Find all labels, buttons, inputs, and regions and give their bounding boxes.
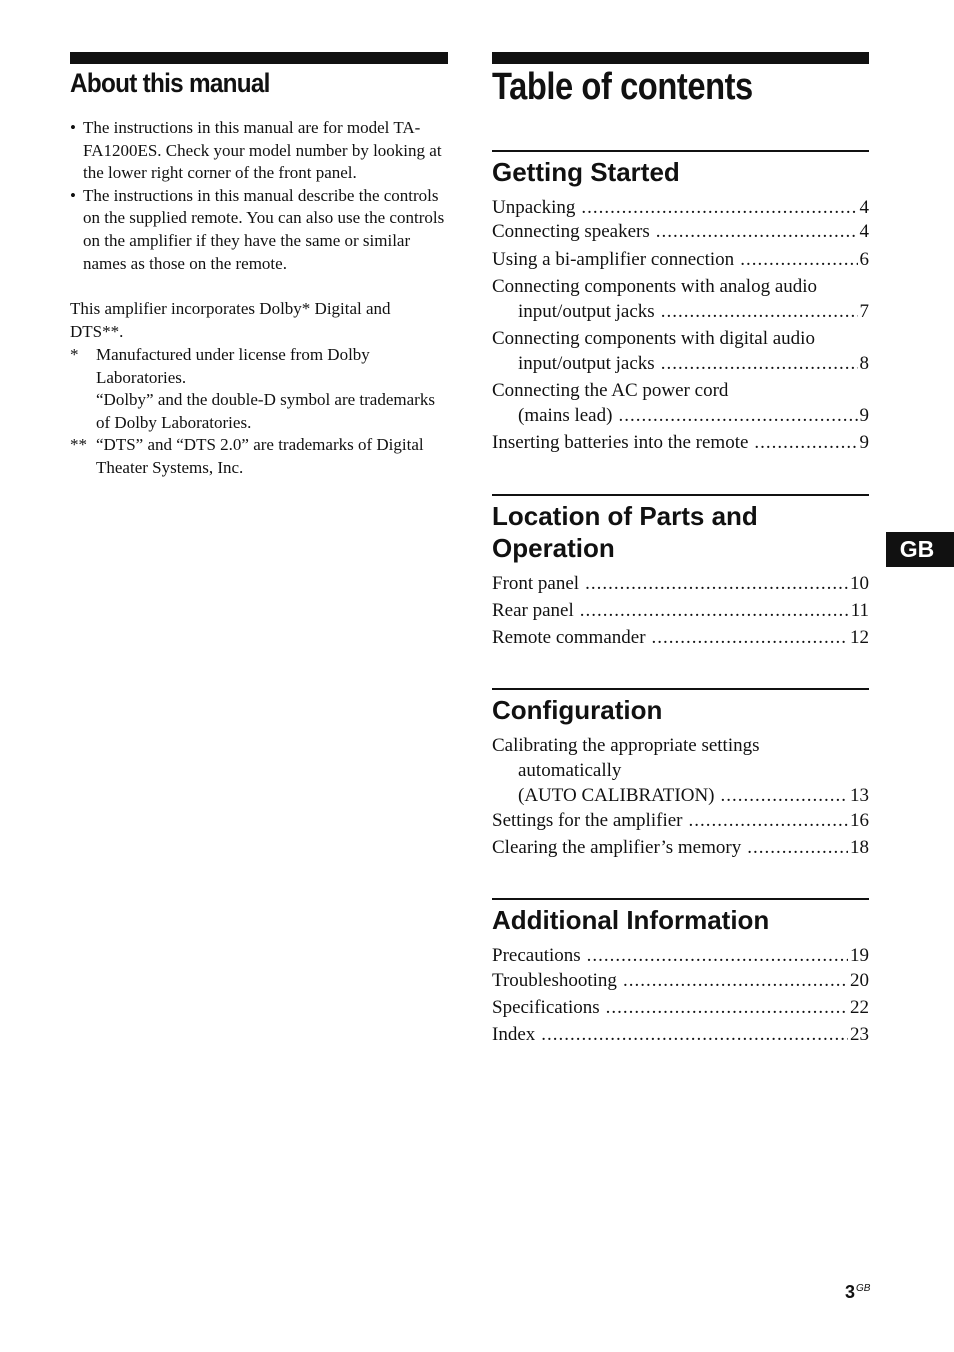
toc-entry-title: Clearing the amplifier’s memory — [492, 837, 742, 858]
dot-leader — [606, 995, 848, 1020]
about-bullet-list — [70, 117, 448, 275]
dot-leader — [688, 808, 848, 833]
dot-leader — [652, 625, 848, 650]
dot-leader — [618, 403, 857, 428]
bullet-dot: • — [70, 118, 76, 137]
section-rule — [492, 898, 869, 900]
footnote-mark: ** — [70, 435, 87, 455]
footnote-item — [70, 434, 448, 479]
toc-page-number: 20 — [850, 970, 869, 991]
bullet-text: The instructions in this manual describe the controls on the supplied remote. You can also use the controls on the amplifier if they have the same or similar names as those on the remote. — [83, 185, 445, 273]
toc-entry-title: Remote commander — [492, 627, 646, 648]
dot-leader — [585, 571, 848, 596]
toc-page-number: 12 — [850, 627, 869, 648]
toc-entry-title: Inserting batteries into the remote — [492, 432, 749, 453]
toc-page-number: 18 — [850, 837, 869, 858]
toc-entry[interactable] — [492, 625, 869, 650]
toc-entry[interactable] — [492, 835, 869, 860]
toc-entry[interactable] — [492, 1022, 869, 1047]
toc-section-heading: Getting Started — [492, 157, 680, 187]
toc-page-number: 22 — [850, 997, 869, 1018]
page-number-suffix: GB — [856, 1283, 871, 1294]
language-tab: GB — [886, 532, 954, 567]
dot-leader — [747, 835, 848, 860]
toc-entry[interactable] — [492, 943, 869, 968]
toc-entry-title: (AUTO CALIBRATION) — [518, 785, 715, 806]
toc-entry-title: input/output jacks — [518, 301, 655, 322]
toc-page-number: 11 — [850, 600, 869, 621]
footnote-mark: * — [70, 345, 79, 364]
toc-entry[interactable] — [492, 195, 869, 220]
toc-title: Table of contents — [492, 66, 753, 108]
toc-page-number: 8 — [859, 353, 869, 374]
page-number-value: 3 — [845, 1282, 856, 1302]
toc-top-rule — [492, 52, 869, 64]
toc-page-number: 16 — [850, 810, 869, 831]
dot-leader — [656, 219, 858, 244]
toc-entry-title: Using a bi-amplifier connection — [492, 249, 735, 270]
toc-page-number: 4 — [859, 221, 869, 242]
about-manual-heading: About this manual — [70, 68, 270, 98]
toc-page-number: 23 — [850, 1024, 869, 1045]
toc-section-heading: Additional Information — [492, 905, 770, 935]
dot-leader — [661, 299, 858, 324]
toc-entry-title: Connecting speakers — [492, 221, 650, 242]
toc-entry-title: Connecting the AC power cord — [492, 380, 729, 401]
toc-entry-title: Precautions — [492, 945, 581, 966]
toc-entry-title: Settings for the amplifier — [492, 810, 683, 831]
toc-entry-title: Unpacking — [492, 197, 576, 218]
section-rule — [492, 494, 869, 496]
toc-entry-title: Specifications — [492, 997, 600, 1018]
toc-entry-title: automatically — [518, 760, 622, 781]
toc-page-number: 13 — [850, 785, 869, 806]
page-number — [845, 1282, 870, 1303]
toc-entry[interactable] — [492, 247, 869, 272]
toc-entry[interactable] — [492, 598, 869, 623]
dot-leader — [581, 195, 857, 220]
toc-page-number: 19 — [850, 945, 869, 966]
bullet-dot: • — [70, 185, 76, 205]
toc-entry[interactable] — [492, 430, 869, 455]
bullet-text: The instructions in this manual are for model TA-FA1200ES. Check your model number by looking at the lower right corner of the front panel. — [83, 118, 442, 183]
dot-leader — [661, 351, 858, 376]
section-rule — [492, 150, 869, 152]
toc-entry[interactable] — [492, 808, 869, 833]
footnote-text: “Dolby” and the double-D symbol are trademarks of Dolby Laboratories. — [96, 390, 435, 432]
toc-entry[interactable] — [492, 995, 869, 1020]
toc-entry-title: Connecting components with analog audio — [492, 276, 818, 297]
section-rule — [492, 688, 869, 690]
toc-page-number: 9 — [859, 432, 869, 453]
toc-entry-title: Rear panel — [492, 600, 574, 621]
toc-section-heading: Location of Parts and Operation — [492, 501, 758, 563]
toc-entry[interactable] — [492, 378, 869, 428]
toc-entry-title: (mains lead) — [518, 405, 613, 426]
about-top-rule — [70, 52, 448, 64]
dot-leader — [580, 598, 849, 623]
footnote-item — [70, 344, 448, 434]
toc-section-heading: Configuration — [492, 695, 663, 725]
footnote-text: “DTS” and “DTS 2.0” are trademarks of Digital Theater Systems, Inc. — [96, 435, 424, 477]
toc-entry[interactable] — [492, 968, 869, 993]
toc-entry-title: Calibrating the appropriate settings — [492, 735, 760, 756]
toc-entry-title: Front panel — [492, 573, 580, 594]
about-bullet-item — [70, 117, 448, 185]
toc-entry-title: Troubleshooting — [492, 970, 617, 991]
about-bullet-item — [70, 185, 448, 275]
dot-leader — [754, 430, 857, 455]
trademark-footnotes — [70, 344, 448, 480]
dolby-dts-paragraph: This amplifier incorporates Dolby* Digital and DTS**. — [70, 299, 391, 341]
dot-leader — [623, 968, 848, 993]
dot-leader — [740, 247, 857, 272]
toc-entry[interactable] — [492, 274, 869, 324]
toc-entry[interactable] — [492, 571, 869, 596]
toc-page-number: 4 — [859, 197, 869, 218]
dot-leader — [587, 943, 848, 968]
toc-page-number: 7 — [859, 301, 869, 322]
dot-leader — [721, 783, 849, 808]
toc-entry[interactable] — [492, 219, 869, 244]
toc-entry-title: input/output jacks — [518, 353, 655, 374]
toc-page-number: 6 — [859, 249, 869, 270]
toc-entry-title: Connecting components with digital audio — [492, 328, 815, 349]
dot-leader — [541, 1022, 848, 1047]
toc-page-number: 9 — [859, 405, 869, 426]
toc-entry[interactable] — [492, 733, 869, 808]
toc-page-number: 10 — [850, 573, 869, 594]
footnote-text: Manufactured under license from Dolby Laboratories. — [96, 345, 370, 387]
toc-entry[interactable] — [492, 326, 869, 376]
toc-entry-title: Index — [492, 1024, 536, 1045]
